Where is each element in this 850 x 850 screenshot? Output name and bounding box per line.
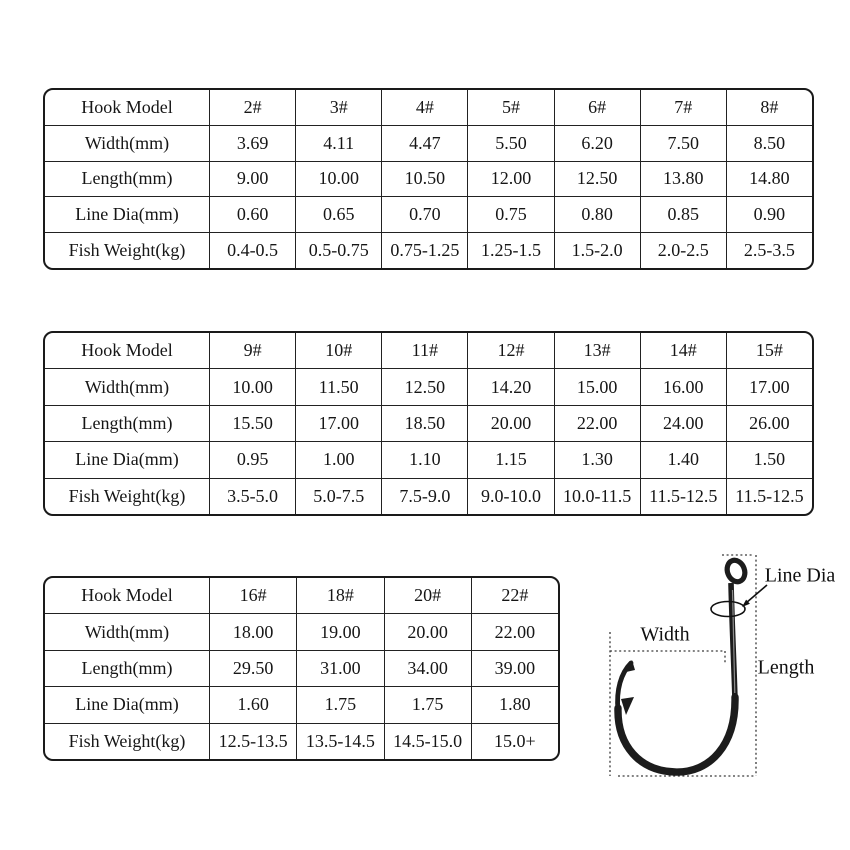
spec-value: 39.00	[471, 650, 558, 686]
spec-value: 1.75	[384, 687, 471, 723]
hook-bend	[618, 697, 735, 772]
spec-value: 15.50	[210, 405, 296, 441]
spec-value: 18.50	[382, 405, 468, 441]
spec-value: 13.80	[640, 161, 726, 197]
row-label: Hook Model	[45, 90, 210, 126]
row-label: Fish Weight(kg)	[45, 233, 210, 269]
spec-value: 0.70	[382, 197, 468, 233]
spec-value: 7.50	[640, 125, 726, 161]
spec-value: 10.00	[210, 369, 296, 405]
table-row	[45, 687, 559, 723]
spec-value: 14#	[640, 333, 726, 369]
spec-value: 2#	[210, 90, 296, 126]
spec-value: 12.50	[554, 161, 640, 197]
table-row	[45, 723, 559, 759]
spec-value: 2.0-2.5	[640, 233, 726, 269]
spec-value: 20.00	[468, 405, 554, 441]
spec-value: 3.69	[210, 125, 296, 161]
spec-value: 4.47	[382, 125, 468, 161]
table-row	[45, 125, 813, 161]
spec-value: 13.5-14.5	[297, 723, 384, 759]
table-row	[45, 90, 813, 126]
spec-table	[44, 332, 813, 515]
spec-value: 22.00	[471, 614, 558, 650]
spec-value: 1.5-2.0	[554, 233, 640, 269]
row-label: Hook Model	[45, 333, 210, 369]
spec-value: 14.20	[468, 369, 554, 405]
row-label: Width(mm)	[45, 125, 210, 161]
spec-value: 1.30	[554, 442, 640, 478]
spec-value: 2.5-3.5	[726, 233, 812, 269]
hook-body	[618, 558, 748, 772]
spec-value: 0.85	[640, 197, 726, 233]
line-dia-callout	[711, 585, 767, 617]
spec-value: 14.80	[726, 161, 812, 197]
spec-value: 18#	[297, 578, 384, 614]
spec-value: 0.80	[554, 197, 640, 233]
row-label: Fish Weight(kg)	[45, 723, 210, 759]
spec-value: 4.11	[296, 125, 382, 161]
spec-value: 1.15	[468, 442, 554, 478]
spec-value: 24.00	[640, 405, 726, 441]
spec-value: 12.00	[468, 161, 554, 197]
spec-table-hooks-2-8	[43, 88, 814, 270]
spec-value: 11.5-12.5	[640, 478, 726, 514]
line-dia-ellipse	[711, 602, 745, 617]
spec-value: 18.00	[210, 614, 297, 650]
spec-value: 9#	[210, 333, 296, 369]
spec-value: 5.0-7.5	[296, 478, 382, 514]
spec-value: 1.50	[726, 442, 812, 478]
spec-value: 1.40	[640, 442, 726, 478]
hook-barb	[621, 697, 634, 715]
spec-value: 0.90	[726, 197, 812, 233]
spec-value: 8.50	[726, 125, 812, 161]
spec-value: 1.80	[471, 687, 558, 723]
spec-value: 8#	[726, 90, 812, 126]
spec-value: 0.75	[468, 197, 554, 233]
spec-value: 7.5-9.0	[382, 478, 468, 514]
spec-value: 16.00	[640, 369, 726, 405]
spec-value: 6#	[554, 90, 640, 126]
spec-value: 15.0+	[471, 723, 558, 759]
row-label: Line Dia(mm)	[45, 442, 210, 478]
spec-value: 10.0-11.5	[554, 478, 640, 514]
hook-eye	[724, 558, 747, 584]
spec-value: 3.5-5.0	[210, 478, 296, 514]
table-row	[45, 478, 813, 514]
spec-value: 11#	[382, 333, 468, 369]
spec-value: 3#	[296, 90, 382, 126]
spec-value: 1.25-1.5	[468, 233, 554, 269]
hook-dimension-diagram	[585, 540, 847, 798]
spec-value: 0.60	[210, 197, 296, 233]
table-row	[45, 614, 559, 650]
row-label: Width(mm)	[45, 369, 210, 405]
spec-value: 1.75	[297, 687, 384, 723]
spec-value: 5#	[468, 90, 554, 126]
spec-value: 12.50	[382, 369, 468, 405]
length-label: Length	[757, 656, 815, 679]
spec-value: 17.00	[296, 405, 382, 441]
spec-value: 0.4-0.5	[210, 233, 296, 269]
spec-value: 19.00	[297, 614, 384, 650]
spec-value: 15.00	[554, 369, 640, 405]
spec-value: 0.5-0.75	[296, 233, 382, 269]
row-label: Hook Model	[45, 578, 210, 614]
table-row	[45, 233, 813, 269]
spec-value: 16#	[210, 578, 297, 614]
table-row	[45, 650, 559, 686]
table-row	[45, 369, 813, 405]
spec-value: 15#	[726, 333, 812, 369]
spec-value: 1.00	[296, 442, 382, 478]
spec-value: 26.00	[726, 405, 812, 441]
spec-value: 9.0-10.0	[468, 478, 554, 514]
spec-value: 4#	[382, 90, 468, 126]
table-row	[45, 442, 813, 478]
spec-value: 22.00	[554, 405, 640, 441]
spec-value: 11.5-12.5	[726, 478, 812, 514]
spec-value: 6.20	[554, 125, 640, 161]
spec-value: 29.50	[210, 650, 297, 686]
spec-value: 1.60	[210, 687, 297, 723]
row-label: Length(mm)	[45, 405, 210, 441]
spec-table-hooks-9-15	[43, 331, 814, 516]
spec-value: 0.95	[210, 442, 296, 478]
spec-value: 17.00	[726, 369, 812, 405]
spec-table	[44, 89, 813, 269]
spec-value: 22#	[471, 578, 558, 614]
row-label: Length(mm)	[45, 650, 210, 686]
spec-value: 10.00	[296, 161, 382, 197]
spec-value: 13#	[554, 333, 640, 369]
table-row	[45, 405, 813, 441]
spec-value: 7#	[640, 90, 726, 126]
spec-value: 5.50	[468, 125, 554, 161]
table-row	[45, 333, 813, 369]
row-label: Fish Weight(kg)	[45, 478, 210, 514]
table-row	[45, 578, 559, 614]
spec-value: 31.00	[297, 650, 384, 686]
spec-table	[44, 577, 559, 760]
spec-value: 20#	[384, 578, 471, 614]
spec-value: 1.10	[382, 442, 468, 478]
row-label: Line Dia(mm)	[45, 687, 210, 723]
line-dia-label: Line Dia	[764, 564, 836, 587]
spec-value: 14.5-15.0	[384, 723, 471, 759]
spec-value: 20.00	[384, 614, 471, 650]
spec-value: 12#	[468, 333, 554, 369]
spec-value: 12.5-13.5	[210, 723, 297, 759]
spec-value: 9.00	[210, 161, 296, 197]
spec-table-hooks-16-22	[43, 576, 560, 761]
spec-value: 34.00	[384, 650, 471, 686]
spec-value: 10.50	[382, 161, 468, 197]
row-label: Line Dia(mm)	[45, 197, 210, 233]
spec-value: 0.65	[296, 197, 382, 233]
spec-value: 10#	[296, 333, 382, 369]
row-label: Length(mm)	[45, 161, 210, 197]
table-row	[45, 161, 813, 197]
table-row	[45, 197, 813, 233]
width-label: Width	[640, 623, 690, 646]
spec-value: 11.50	[296, 369, 382, 405]
spec-value: 0.75-1.25	[382, 233, 468, 269]
row-label: Width(mm)	[45, 614, 210, 650]
